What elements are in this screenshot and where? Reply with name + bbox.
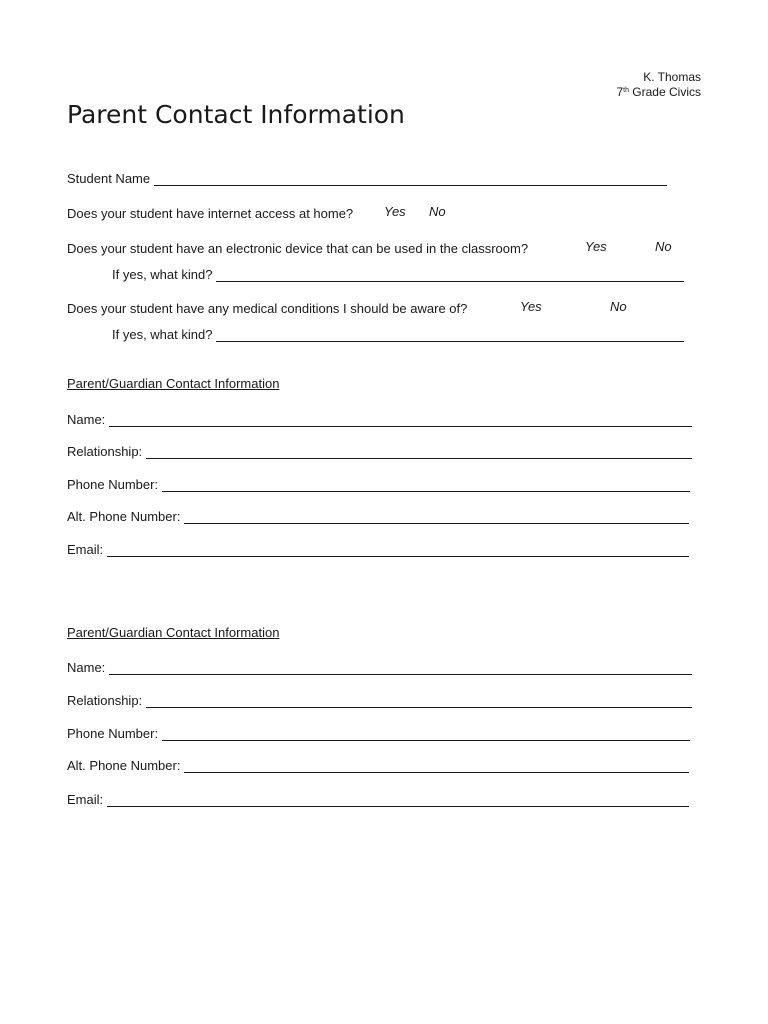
grade-rest: Grade Civics (628, 85, 701, 99)
guardian-1-relationship-field[interactable] (146, 444, 692, 459)
internet-no-option[interactable]: No (429, 204, 446, 219)
grade-suffix: th (623, 87, 629, 94)
medical-followup-row (112, 322, 684, 342)
guardian-2-phone-label: Phone Number: (67, 726, 159, 741)
internet-yes-option[interactable]: Yes (384, 204, 406, 219)
guardian-1-email-row (67, 537, 689, 557)
device-question-text: Does your student have an electronic device that can be used in the classroom? (67, 241, 529, 256)
device-question-row (67, 236, 707, 256)
guardian-1-section-title: Parent/Guardian Contact Information (67, 376, 280, 391)
guardian-2-relationship-label: Relationship: (67, 693, 143, 708)
medical-question-row (67, 296, 707, 316)
guardian-1-phone-field[interactable] (162, 477, 690, 492)
guardian-2-phone-field[interactable] (162, 726, 690, 741)
internet-question-text: Does your student have internet access at home? (67, 206, 354, 221)
medical-yes-option[interactable]: Yes (520, 299, 542, 314)
device-followup-row (112, 262, 684, 282)
student-name-field[interactable] (154, 171, 667, 186)
guardian-1-email-label: Email: (67, 542, 104, 557)
guardian-2-email-label: Email: (67, 792, 104, 807)
teacher-header (616, 70, 701, 100)
guardian-1-alt-phone-row (67, 504, 689, 524)
student-name-row (67, 166, 667, 186)
grade-number: 7 (616, 85, 624, 99)
guardian-1-alt-phone-field[interactable] (184, 509, 689, 524)
medical-question-text: Does your student have any medical conditions I should be aware of? (67, 301, 468, 316)
guardian-2-section-title: Parent/Guardian Contact Information (67, 625, 280, 640)
medical-no-option[interactable]: No (610, 299, 627, 314)
teacher-name: K. Thomas (643, 70, 701, 84)
guardian-2-relationship-field[interactable] (146, 693, 692, 708)
guardian-1-email-field[interactable] (107, 542, 689, 557)
internet-question-row (67, 201, 567, 221)
guardian-1-relationship-label: Relationship: (67, 444, 143, 459)
guardian-1-name-row (67, 407, 692, 427)
guardian-1-name-label: Name: (67, 412, 106, 427)
guardian-2-name-row (67, 655, 692, 675)
guardian-2-email-field[interactable] (107, 792, 689, 807)
guardian-2-alt-phone-label: Alt. Phone Number: (67, 758, 181, 773)
guardian-2-phone-row (67, 721, 690, 741)
guardian-2-email-row (67, 787, 689, 807)
class-name (616, 85, 701, 100)
guardian-2-relationship-row (67, 688, 692, 708)
device-kind-field[interactable] (216, 267, 684, 282)
guardian-1-name-field[interactable] (109, 412, 692, 427)
student-name-label: Student Name (67, 171, 151, 186)
guardian-1-phone-row (67, 472, 690, 492)
medical-followup-label: If yes, what kind? (112, 327, 213, 342)
guardian-1-phone-label: Phone Number: (67, 477, 159, 492)
guardian-2-name-field[interactable] (109, 660, 692, 675)
device-no-option[interactable]: No (655, 239, 672, 254)
guardian-2-alt-phone-field[interactable] (184, 758, 689, 773)
device-followup-label: If yes, what kind? (112, 267, 213, 282)
guardian-1-alt-phone-label: Alt. Phone Number: (67, 509, 181, 524)
guardian-2-name-label: Name: (67, 660, 106, 675)
page-title: Parent Contact Information (67, 100, 405, 129)
guardian-1-relationship-row (67, 439, 692, 459)
medical-kind-field[interactable] (216, 327, 684, 342)
guardian-2-alt-phone-row (67, 753, 689, 773)
device-yes-option[interactable]: Yes (585, 239, 607, 254)
